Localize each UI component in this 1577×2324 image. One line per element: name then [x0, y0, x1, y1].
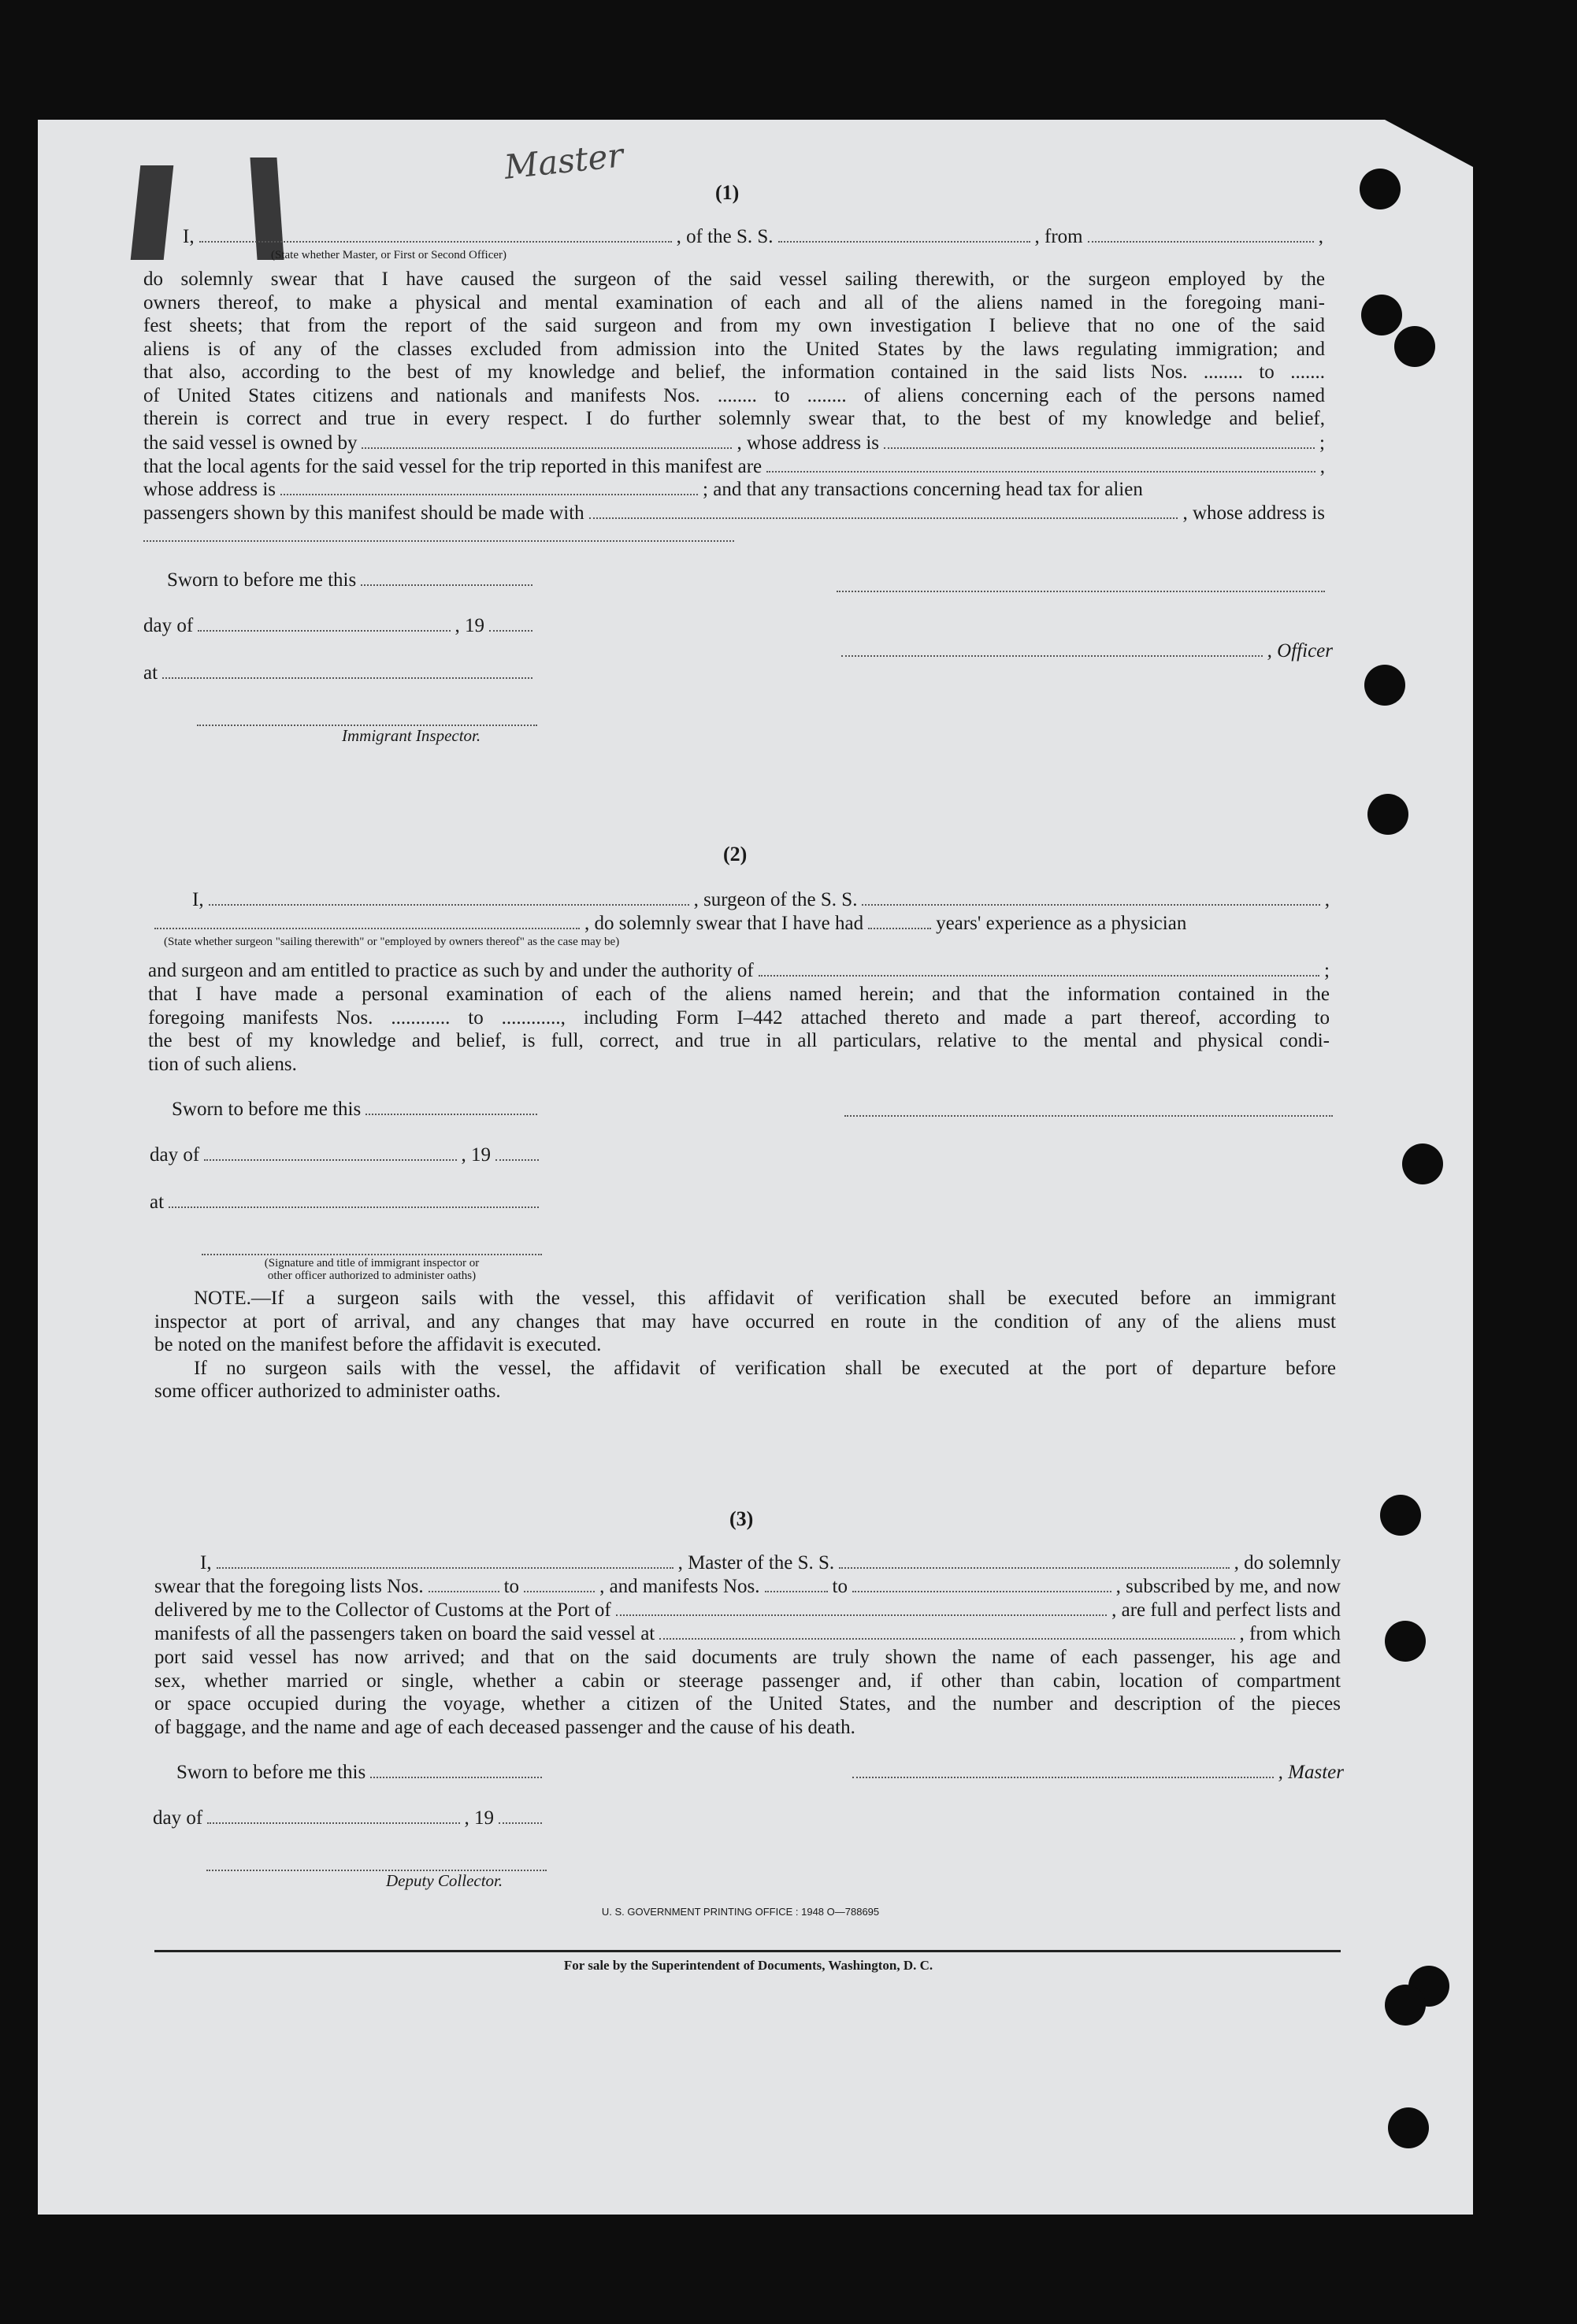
binder-hole	[1361, 295, 1402, 335]
section-1-at: at	[143, 662, 537, 685]
section-1-whose-address: whose address is ; and that any transactions concerning head tax for alien	[143, 479, 1143, 500]
binder-hole	[1402, 1143, 1443, 1184]
section-2-authority: and surgeon and am entitled to practice as such by and under the authority of ;	[148, 960, 1330, 981]
section-3-line-4: manifests of all the passengers taken on board the said vessel at , from which	[154, 1623, 1341, 1644]
section-3-sworn: Sworn to before me this	[176, 1761, 547, 1785]
section-1-address-line	[143, 539, 734, 542]
section-2-sig-note-1: (Signature and title of immigrant inspector or	[264, 1257, 480, 1269]
section-3-day-of: day of , 19	[153, 1807, 547, 1830]
section-2-line-2: , do solemnly swear that I have had years' experience as a physician	[150, 912, 1331, 936]
section-2-note: NOTE.—If a surgeon sails with the vessel, this affidavit of verification shall be executed before an immigrant inspector at port of arrival, and any changes that may have occurred en route in the condition of any of the aliens must be noted on the manifest before the affidavit is executed. If no surgeon sails with the vessel, the affidavit of verification shall be executed at the port of departure before some officer authorized to administer oaths.	[154, 1288, 1336, 1402]
footer-rule	[154, 1950, 1341, 1952]
section-1-number: (1)	[715, 181, 740, 204]
section-2-number: (2)	[723, 843, 748, 865]
section-1-officer: , Officer	[837, 639, 1333, 663]
section-2-state-note: (State whether surgeon "sailing therewith" or "employed by owners thereof" as the case may be)	[164, 936, 620, 948]
section-1-owned-by: the said vessel is owned by , whose address is ;	[143, 432, 1325, 454]
binder-hole	[1385, 1985, 1426, 2026]
binder-hole	[1364, 665, 1405, 706]
section-1-paragraph: do solemnly swear that I have caused the surgeon of the said vessel sailing therewith, or the surgeon employed by the owners thereof, to make a physical and mental examination of each and all of the aliens named in the foregoing mani- fest sheets; that from the report of the said surgeon and from my own investigation I believe that no one of the said aliens is of any of the classes excluded from admission into the United States by the laws regulating immigration; and that also, according to the best of my knowledge and belief, the information contained in the said lists Nos. ........ to ....... of United States citizens and nationals and manifests Nos. ........ to ........ of aliens concerning each of the persons named therein is correct and true in every respect. I do further solemnly swear that, to the best of my knowledge and belief,	[143, 269, 1325, 429]
section-2-paragraph: that I have made a personal examination of each of the aliens named herein; and that the information contained in the foregoing manifests Nos. ............ to ............, including Form I–442 attached thereto and made a part thereof, according to the best of my knowledge and belief, is full, correct, and true in all particulars, relative to the mental and physical condi- tion of such aliens.	[148, 984, 1330, 1075]
section-3-line-3: delivered by me to the Collector of Customs at the Port of , are full and perfect lists and	[154, 1599, 1341, 1621]
section-3-master-signature: , Master	[848, 1761, 1344, 1785]
section-2-sworn: Sworn to before me this	[172, 1098, 542, 1121]
section-3-line-1: I, , Master of the S. S. , do solemnly	[200, 1552, 1341, 1573]
gpo-imprint: U. S. GOVERNMENT PRINTING OFFICE : 1948 O—788695	[601, 1906, 880, 1918]
section-2-sig-note-2: other officer authorized to administer oaths)	[267, 1269, 477, 1282]
section-3-number: (3)	[729, 1507, 754, 1530]
section-2-inspector-signature-line	[202, 1252, 542, 1255]
section-1-oath-line: I, , of the S. S. , from ,	[183, 226, 1323, 247]
section-1-passengers: passengers shown by this manifest should be made with , whose address is	[143, 502, 1325, 524]
section-3-line-2: swear that the foregoing lists Nos. to , and manifests Nos. to , subscribed by me, and now	[154, 1576, 1341, 1597]
binder-hole	[1367, 794, 1408, 835]
section-1-day-of: day of , 19	[143, 614, 537, 638]
section-1-state-note: (State whether Master, or First or Second Officer)	[271, 249, 507, 261]
section-1-sworn: Sworn to before me this	[167, 569, 537, 592]
section-3-paragraph: port said vessel has now arrived; and that on the said documents are truly shown the name of each passenger, his age and sex, whether married or single, whether a cabin or steerage passenger and, if other than cabin, location of compartment or space occupied during the voyage, whether a citizen of the United States, and the number and description of the pieces of baggage, and the name and age of each deceased passenger and the cause of his death.	[154, 1647, 1341, 1738]
sale-notice: For sale by the Superintendent of Documents, Washington, D. C.	[563, 1958, 933, 1973]
binder-hole	[1380, 1495, 1421, 1536]
section-2-line-1: I, , surgeon of the S. S. ,	[192, 889, 1330, 910]
section-1-master-signature-line	[837, 589, 1325, 592]
binder-hole	[1394, 326, 1435, 367]
section-2-day-of: day of , 19	[150, 1143, 544, 1167]
section-2-surgeon-signature-line	[844, 1114, 1333, 1117]
section-1-inspector-label: Immigrant Inspector.	[342, 726, 481, 745]
section-2-at: at	[150, 1191, 544, 1214]
binder-hole	[1388, 2107, 1429, 2148]
binder-hole	[1360, 169, 1401, 209]
binder-hole	[1385, 1621, 1426, 1662]
section-3-deputy-label: Deputy Collector.	[386, 1871, 503, 1890]
handwritten-master: Master	[502, 135, 625, 187]
section-1-local-agents: that the local agents for the said vessel for the trip reported in this manifest are ,	[143, 456, 1325, 477]
